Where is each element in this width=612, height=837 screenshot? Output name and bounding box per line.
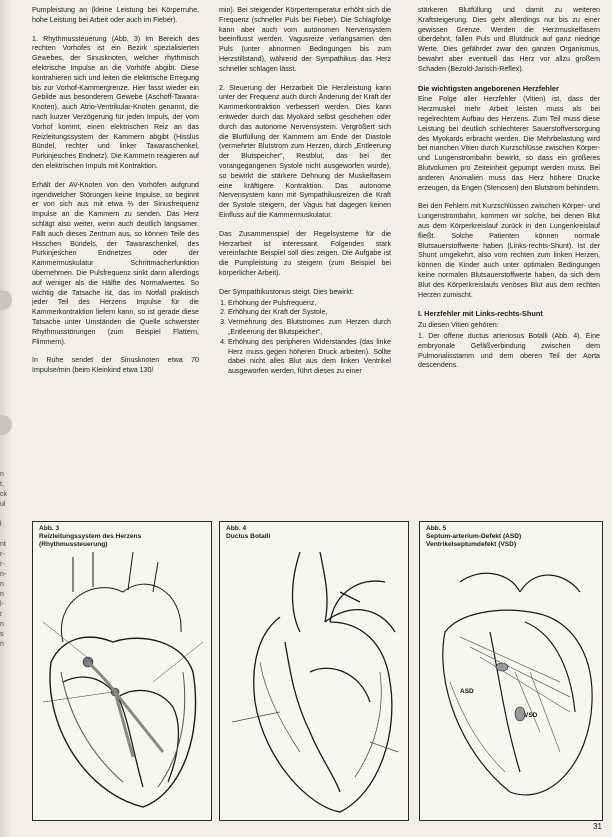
text-column-1 bbox=[32, 6, 199, 385]
paragraph: stärkeren Blutfüllung und damit zu weiteren Kraftsteigerung. Dies geht allerdings nur bis zu einer gewissen Grenze. Werden die Herzmuskelfasern überdehnt, fallen Puls und Blutdruck auf ganz niedrige Werte. Dies gefährdet zwar den ganzen Organismus, bewahrt aber eventuell das Herz vor allzu großem Schaden (Bezold-Jarisch-Reflex). bbox=[418, 6, 600, 73]
text-column-3 bbox=[418, 6, 600, 380]
paragraph: Pumpleistung an (kleine Leistung bei Körperruhe, hohe Leistung bei Arbeit oder auch im Fieber). bbox=[32, 6, 199, 24]
figure-caption bbox=[39, 525, 141, 549]
paragraph: Eine Folge aller Herzfehler (Vitien) ist, dass der Herzmuskel mehr Arbeit leisten muss als bei regelrechtem Aufbau des Herzens. Zum Teil muss diese Leistung bei deutlich schlechterer Sauerstoffversorgung des Myokards erbracht werden. Die Mehrbelastung wird bei manchen Vitien durch Kurzschlüsse zwischen Körper- und Lungenstrombahn bewirkt, so dass ein größeres Blutvolumen pro Zeiteinheit gepumpt werden muss. Bei anderen Anomalien muss das Herz höhere Drucke erzeugen, da Engen (Stenosen) den Blutstrom behindern. bbox=[418, 95, 600, 192]
text-column-2 bbox=[219, 6, 391, 385]
figure-caption bbox=[426, 525, 521, 549]
paragraph: min). Bei steigender Körpertemperatur erhöht sich die Frequenz (schneller Puls bei Fieber). Die Schlagfolge kann aber auch vom autonomen Nervensystem beeinflusst werden. Vagusreize verlangsamen den Puls (unter abnormen Bedingungen bis zum Herzstillstand), während der Sympathikus das Herz schneller schlagen lässt. bbox=[219, 6, 391, 73]
paragraph: Das Zusammenspiel der Regelsysteme für die Herzarbeit ist interessant. Folgendes stark vereinfachte Beispiel soll dies zeigen. Die Aufgabe ist die Pumpleistung zu steigern (zum Beispiel bei körperlicher Arbeit). bbox=[219, 229, 391, 277]
paragraph: 1. Der offene ductus arteriosus Botalli (Abb. 4). Eine embryonale Gefäßverbindung zwischen dem Pulmonalisstamm und dem oberen Teil der Aorta descendens. bbox=[418, 331, 600, 370]
paragraph: 2. Steuerung der Herzarbeit Die Herzleistung kann unter der Frequenz auch durch Änderung der Kraft der Kammerkontraktion verbessert werden. Dies kann entweder durch das Myokard selbst geschehen oder durch das autonome Nervensystem. Vergrößert sich die Blutfüllung der Kammern am Ende der Diastole (vermehrter Blutstrom zum Herzen, durch „Entleerung der Blutspeicher“, Restblut, das bei der vorangegangenen Systole nicht ausgeworfen wurde), so bewirkt die stärkere Dehnung der Muskelfasern eine kräftigere Kontraktion. Das autonome Nervensystem kann mit Sympathikusreizen die Kraft der Systole steigern, der Vagus hat dagegen keinen Einfluss auf die Kammermuskulatur. bbox=[219, 83, 391, 219]
figure-abb-5 bbox=[419, 521, 603, 821]
figure-title: Septum-arterium-Defekt (ASD) bbox=[426, 533, 522, 540]
vsd-label: VSD bbox=[524, 712, 538, 719]
effects-list bbox=[219, 299, 391, 377]
list-item: 3. Vermehrung des Blutstromes zum Herzen durch „Entleerung der Blutspeicher“, bbox=[228, 318, 391, 338]
margin-text-fragment: n t, ck ul l nt r- r- n- n n l- r n s n bbox=[0, 471, 7, 648]
figure-label: Abb. 5 bbox=[426, 525, 447, 532]
paragraph: Erhält der AV-Knoten von den Vorhöfen aufgrund irgendwelcher Störungen keine Impulse, so beginnt er von sich aus mit etwa ⅔ der Sinusfrequenz Impulse an die Kammern zu senden. Das Herz schlägt also weiter, wenn auch deutlich langsamer. Fällt auch dieses Zentrum aus, so können Teile des Hisschen Bündels, der Tawaraschenkel, des Purkinjeschen Endnetzes oder der Kammermuskulatur Schrittmacherfunktion übernehmen. Die Pulsfrequenz sinkt dann allerdings auf weniger als die Hälfte des Normalwertes. So wichtig die Tatsache ist, das im Notfall praktisch jeder Teil des Herzens Impulse für die Kammerkontraktion liefern kann, so ist gerade diese Tatsache unter Umständen die Quelle schwerster Rhythmusstörungen (zum Beispiel Flattern, Flimmern). bbox=[32, 180, 199, 346]
figure-abb-4 bbox=[219, 521, 409, 821]
section-heading: I. Herzfehler mit Links-rechts-Shunt bbox=[418, 309, 543, 319]
section-heading: Die wichtigsten angeborenen Herzfehler bbox=[418, 83, 559, 93]
asd-vsd-illustration bbox=[420, 522, 602, 820]
figure-subtitle: Ventrikelseptumdefekt (VSD) bbox=[426, 541, 517, 548]
figure-subtitle: (Rhythmussteuerung) bbox=[39, 541, 108, 548]
figure-title: Ductus Botalli bbox=[226, 533, 271, 540]
paragraph: In Ruhe sendet der Sinusknoten etwa 70 Impulse/min (beim Kleinkind etwa 130/ bbox=[32, 356, 199, 375]
ductus-botalli-illustration bbox=[220, 522, 408, 820]
figure-title: Reizleitungssystem des Herzens bbox=[39, 533, 142, 540]
heart-conduction-illustration bbox=[33, 522, 211, 820]
figure-abb-3 bbox=[32, 521, 212, 821]
figure-caption bbox=[226, 525, 270, 541]
paragraph: Bei den Fehlern mit Kurzschlüssen zwischen Körper- und Lungenstrombahn, kommen wir solche, bei denen Blut aus dem Körperkreislauf zurück in den Lungenkreislauf fließt. Solche Patienten können normale Blutsauerstoffwerte haben (Links-rechts-Shunt). Ist der Shunt umgekehrt, also vom rechten zum linken Herzen, können die Kinder auch unter optimalen Bedingungen keine normalen Blutsauerstoffwerte haben, da sich dem Blut des Körperkreislaufs venöses Blut aus dem rechten Herzen zumischt. bbox=[418, 202, 600, 299]
figure-label: Abb. 4 bbox=[226, 525, 247, 532]
figure-label: Abb. 3 bbox=[39, 525, 60, 532]
paragraph: 1. Rhythmussteuerung (Abb. 3) Im Bereich des rechten Vorhofes ist ein Bezirk spezialisierten Gewebes, der Sinusknoten, welcher rhythmisch elektrische Impulse an die Vorhöfe abgibt. Diese kontrahieren sich und leiten die elektrische Erregung bis zur Vorhof-Kammergrenze. Hier fasst wieder ein Gebilde aus besonderem Gewebe (Aschoff-Tawara-Knoten), auch Atrio-Ventrikular-Knoten genannt, die nach kurzer Verzögerung für jeden Impuls, der vom Vorhof kommt, einen elektrischen Reiz an das Reizleitungssystem der Kammern abgibt (Hisslus Bündel, rechter und linker Tawaraschenkel, Purkinjesches Endnetz). Die Kammern reagieren auf den elektrischen Impuls mit Kontraktion. bbox=[32, 34, 199, 170]
paragraph: Der Sympathikustonus steigt. Dies bewirkt: bbox=[219, 287, 354, 296]
asd-label: ASD bbox=[460, 688, 474, 695]
page-number: 31 bbox=[593, 822, 602, 831]
paragraph: Zu diesen Vitien gehören: bbox=[418, 321, 499, 330]
list-item: 2. Erhöhung der Kraft der Systole, bbox=[228, 308, 391, 318]
list-item: 4. Erhöhung des peripheren Widerstandes (das linke Herz muss gegen höheren Druck arbeiten). Sollte dabei nicht alles Blut aus dem linken Ventrikel ausgeworfen werden, führt dieses zu einer bbox=[228, 338, 391, 377]
list-item: 1. Erhöhung der Pulsfrequenz, bbox=[228, 299, 391, 309]
